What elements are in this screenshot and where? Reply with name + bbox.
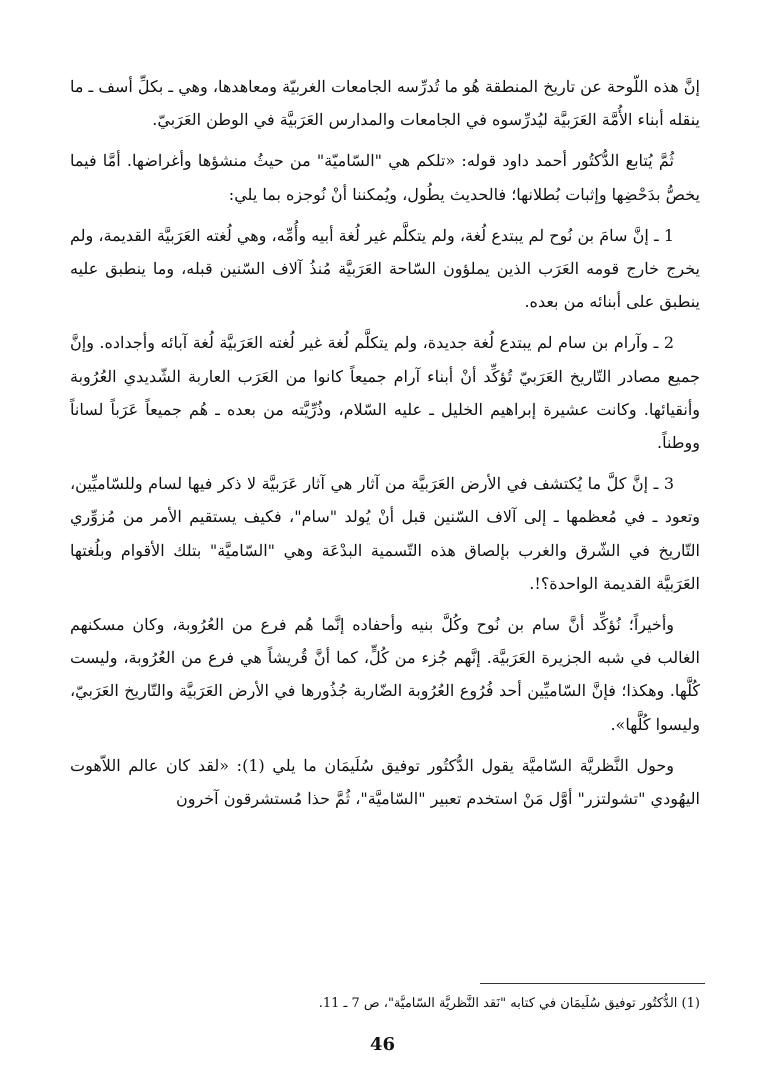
- paragraph-semitic-theory: وحول النَّظريَّة السّاميَّة يقول الدُّكتُور توفيق سُلَيمَان ما يلي (1): «لقد كان عالم اللاّهوت اليهُودي "تشولتزر" أوَّل مَنْ استخدم تعبير "السّاميَّة"، ثُمَّ حذا مُستشرقون آخرون: [70, 755, 700, 809]
- paragraph-point-2: 2 ـ وآرام بن سام لم يبتدع لُغة جديدة، ولم يتكلَّم لُغة غير لُغته العَرَبيَّة لُغة آبائه وأجداده. وإنَّ جميع مصادر التّاريخ العَرَبيّ تُؤكِّد أنْ أبناء آرام جميعاً كانوا من العَرَب العاربة الشّديدي العُرُوبة وأنقيائها. وكانت عشيرة إبراهيم الخليل ـ عليه السّلام، وذُرِّيَّته من بعده ـ هُم جميعاً عَرَباً لساناً ووطناً.: [70, 333, 700, 453]
- paragraph-quote-start: ثُمَّ يُتابع الدُّكتُور أحمد داود قوله: «تلكم هي "السّاميّة" من حيثُ منشؤها وأغراضها. أمَّا فيما يخصُّ بدَحْضِها وإثبات بُطلانها؛ فالحديث يطُول، ويُمكننا أنْ نُوجزه بما يلي:: [70, 151, 700, 204]
- paragraph-point-3: 3 ـ إنَّ كلَّ ما يُكتشف في الأرض العَرَبيَّة من آثار هي آثار عَرَبيَّة لا ذكر فيها لسام وللسّاميِّين، وتعود ـ في مُعظمها ـ إلى آلاف السّنين قبل أنْ يُولد "سام"، فكيف يستقيم الأمر من مُزوِّري التّاريخ في الشّرق والغرب بإلصاق هذه التّسمية البدْعَة وهي "السّاميَّة" بتلك الأقوام وبلُغتها العَرَبيَّة القديمة الواحدة؟!.: [70, 474, 700, 593]
- paragraph-point-1: 1 ـ إنَّ سامَ بن نُوح لم يبتدع لُغة، ولم يتكلَّم غير لُغة أبيه وأُمِّه، وهي لُغته العَرَبيَّة القديمة، ولم يخرج خارج قومه العَرَب الذين يملؤون السّاحة العَرَبيَّة مُنذُ آلاف السّنين قبله، وما ينطبق عليه ينطبق على أبنائه من بعده.: [70, 225, 701, 312]
- paragraph-intro: إنَّ هذه اللّوحة عن تاريخ المنطقة هُو ما تُدرِّسه الجامعات الغربيّة ومعاهدها، وهي ـ بكلِّ أسف ـ ما ينقله أبناء الأُمَّة العَرَبيَّة ليُدرِّسوه في الجامعات والمدارس العَرَبيَّة في الوطن العَرَبيّ.: [70, 77, 701, 130]
- paragraph-conclusion: وأخيراً؛ نُؤكِّد أنَّ سام بن نُوح وكُلَّ بنيه وأحفاده إنَّما هُم فرع من العُرُوبة، وكان مسكنهم الغالب في شبه الجزيرة العَرَبيَّة. إنَّهم جُزء من كُلٍّ، كما أنَّ قُريشاً هي فرع من العُرُوبة، وليست كُلَّها. وهكذا؛ فإنَّ السّاميِّين أحد فُرُوع العُرُوبة الضّاربة جُذُورها في الأرض العَرَبيَّة والتّاريخ العَرَبيّ، وليسوا كُلَّها».: [70, 615, 700, 734]
- footnote: (1) الدُّكتُور توفيق سُلَيمَان في كتابه "نَقد النَّظريَّة السّاميَّة"، ص 7 ـ 11.: [318, 996, 700, 1011]
- footnote-divider: [480, 983, 705, 984]
- page-number: 46: [369, 1034, 396, 1055]
- body-text: [70, 70, 700, 823]
